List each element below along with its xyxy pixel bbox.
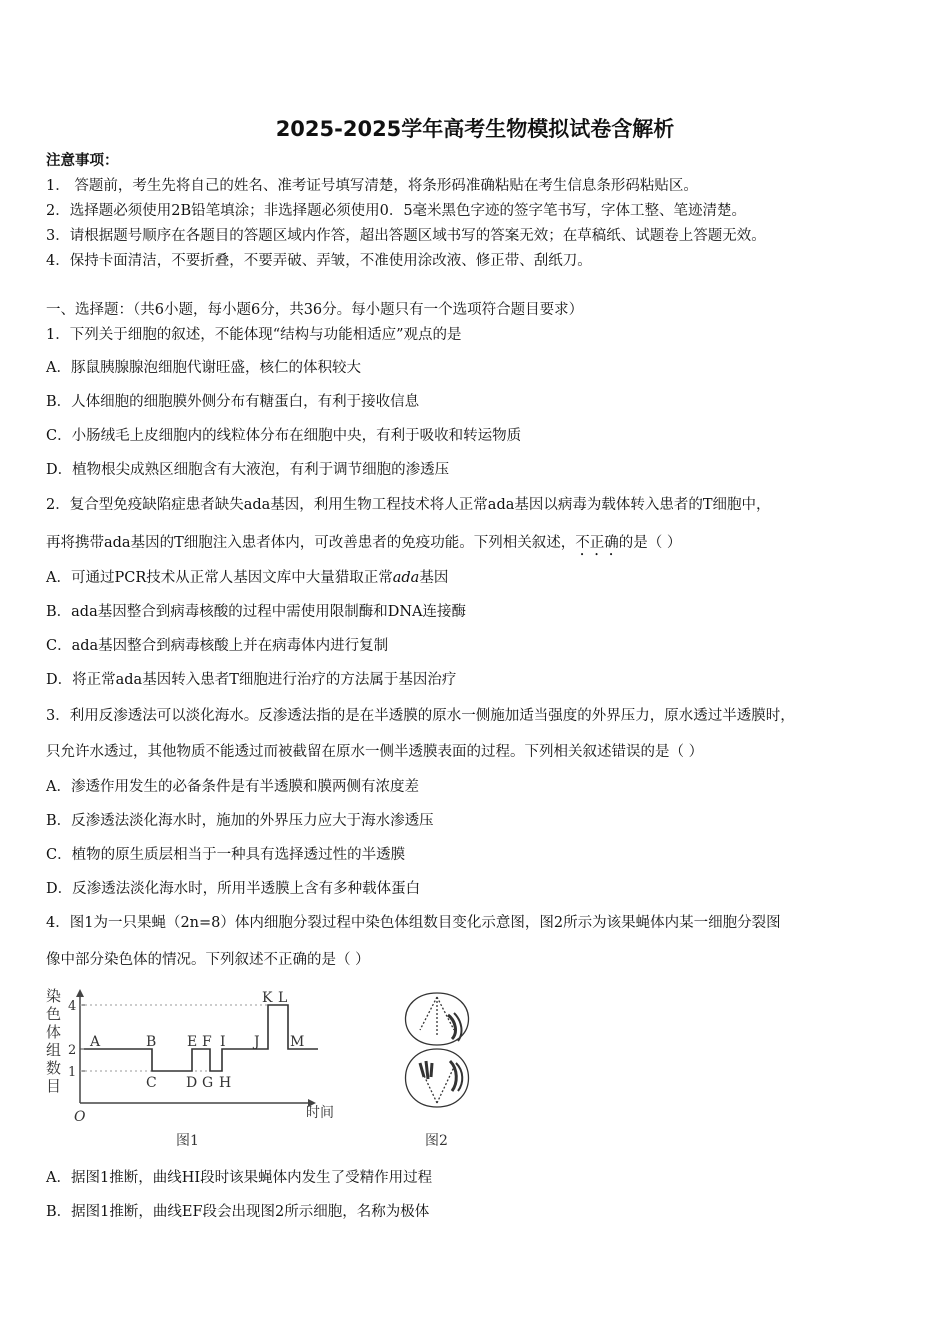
- page-title: 2025-2025学年高考生物模拟试卷含解析: [275, 117, 675, 141]
- notice-item: 1． 答题前，考生先将自己的姓名、准考证号填写清楚，将条形码准确粘贴在考生信息条形码粘贴区。: [46, 178, 698, 194]
- point-label: C: [146, 1075, 157, 1091]
- point-label: A: [90, 1034, 101, 1050]
- point-label: B: [146, 1034, 157, 1050]
- question-1-option-a: A．豚鼠胰腺腺泡细胞代谢旺盛，核仁的体积较大: [46, 360, 361, 376]
- question-3-option-a: A．渗透作用发生的必备条件是有半透膜和膜两侧有浓度差: [46, 779, 419, 795]
- notice-item: 2．选择题必须使用2B铅笔填涂；非选择题必须使用0．5毫米黑色字迹的签字笔书写，字体工整、笔迹清楚。: [46, 203, 747, 219]
- question-2-option-d: D．将正常ada基因转入患者T细胞进行治疗的方法属于基因治疗: [46, 672, 457, 688]
- point-label: E: [187, 1034, 198, 1050]
- question-4-option-b: B．据图1推断，曲线EF段会出现图2所示细胞，名称为极体: [46, 1204, 430, 1220]
- y-axis-label-char: 数: [46, 1059, 62, 1077]
- question-4-stem-line2: 像中部分染色体的情况。下列叙述不正确的是（ ）: [46, 952, 370, 968]
- figure-1-caption: 图1: [176, 1133, 199, 1149]
- question-2-option-b: B．ada基因整合到病毒核酸的过程中需使用限制酶和DNA连接酶: [46, 604, 467, 620]
- question-1-option-c: C．小肠绒毛上皮细胞内的线粒体分布在细胞中央，有利于吸收和转运物质: [46, 428, 522, 444]
- y-axis-label-char: 色: [46, 1005, 62, 1023]
- question-1-option-d: D．植物根尖成熟区细胞含有大液泡，有利于调节细胞的渗透压: [46, 462, 450, 478]
- y-tick-label: 4: [68, 999, 77, 1014]
- question-4-option-a: A．据图1推断，曲线HI段时该果蝇体内发生了受精作用过程: [46, 1170, 433, 1186]
- notice-heading: 注意事项：: [46, 152, 119, 169]
- question-2-option-a: A．可通过PCR技术从正常人基因文库中大量猎取正常ada基因: [46, 570, 449, 586]
- point-label: L: [278, 990, 288, 1006]
- point-label: M: [290, 1034, 305, 1050]
- y-axis-label-char: 染: [46, 987, 62, 1005]
- section-heading: 一、选择题：（共6小题，每小题6分，共36分。每小题只有一个选项符合题目要求）: [46, 302, 584, 318]
- notice-item: 4．保持卡面清洁，不要折叠，不要弄破、弄皱，不准使用涂改液、修正带、刮纸刀。: [46, 253, 592, 269]
- y-axis-arrow: [76, 989, 84, 997]
- question-3-option-b: B．反渗透法淡化海水时，施加的外界压力应大于海水渗透压: [46, 813, 434, 829]
- y-axis-label-char: 体: [46, 1023, 62, 1041]
- question-3-stem-line2: 只允许水透过，其他物质不能透过而被截留在原水一侧半透膜表面的过程。下列相关叙述错误的是（ ）: [46, 744, 704, 760]
- point-label: J: [254, 1034, 260, 1050]
- x-axis-label: 时间: [306, 1105, 334, 1121]
- y-axis-label-char: 目: [46, 1077, 62, 1095]
- y-tick-label: 2: [68, 1043, 77, 1058]
- question-2-option-c: C．ada基因整合到病毒核酸上并在病毒体内进行复制: [46, 638, 389, 654]
- figure-chromosome-graph: [40, 985, 500, 1150]
- notice-item: 3．请根据题号顺序在各题目的答题区域内作答，超出答题区域书写的答案无效；在草稿纸、试题卷上答题无效。: [46, 228, 766, 244]
- question-2-stem-line2: 再将携带ada基因的T细胞注入患者体内，可改善患者的免疫功能。下列相关叙述，不正确的是（ ）: [46, 535, 682, 551]
- question-3-option-d: D．反渗透法淡化海水时，所用半透膜上含有多种载体蛋白: [46, 881, 421, 897]
- cell-division-drawing: [406, 993, 469, 1107]
- question-4-stem-line1: 4．图1为一只果蝇（2n=8）体内细胞分裂过程中染色体组数目变化示意图，图2所示为该果蝇体内某一细胞分裂图: [46, 915, 781, 931]
- point-label: G: [202, 1075, 214, 1091]
- question-2-stem-line1: 2．复合型免疫缺陷症患者缺失ada基因，利用生物工程技术将人正常ada基因以病毒为载体转入患者的T细胞中，: [46, 497, 771, 513]
- point-label: H: [219, 1075, 232, 1091]
- point-label: I: [220, 1034, 226, 1050]
- step-curve: [84, 1005, 318, 1071]
- y-axis-label-char: [46, 987, 61, 1095]
- emphasis-text: 不正确: [575, 535, 619, 551]
- question-1-option-b: B．人体细胞的细胞膜外侧分布有糖蛋白，有利于接收信息: [46, 394, 420, 410]
- question-3-option-c: C．植物的原生质层相当于一种具有选择透过性的半透膜: [46, 847, 406, 863]
- y-tick-label: 1: [68, 1065, 77, 1080]
- question-1-stem: 1．下列关于细胞的叙述，不能体现“结构与功能相适应”观点的是: [46, 327, 462, 343]
- y-axis-label-char: 组: [46, 1041, 62, 1059]
- figure-2-caption: 图2: [425, 1133, 448, 1149]
- point-label: F: [202, 1034, 212, 1050]
- point-label: K: [262, 990, 273, 1006]
- question-3-stem-line1: 3．利用反渗透法可以淡化海水。反渗透法指的是在半透膜的原水一侧施加适当强度的外界压力，原水透过半透膜时，: [46, 708, 795, 724]
- point-label: D: [186, 1075, 198, 1091]
- origin-label: O: [74, 1109, 86, 1125]
